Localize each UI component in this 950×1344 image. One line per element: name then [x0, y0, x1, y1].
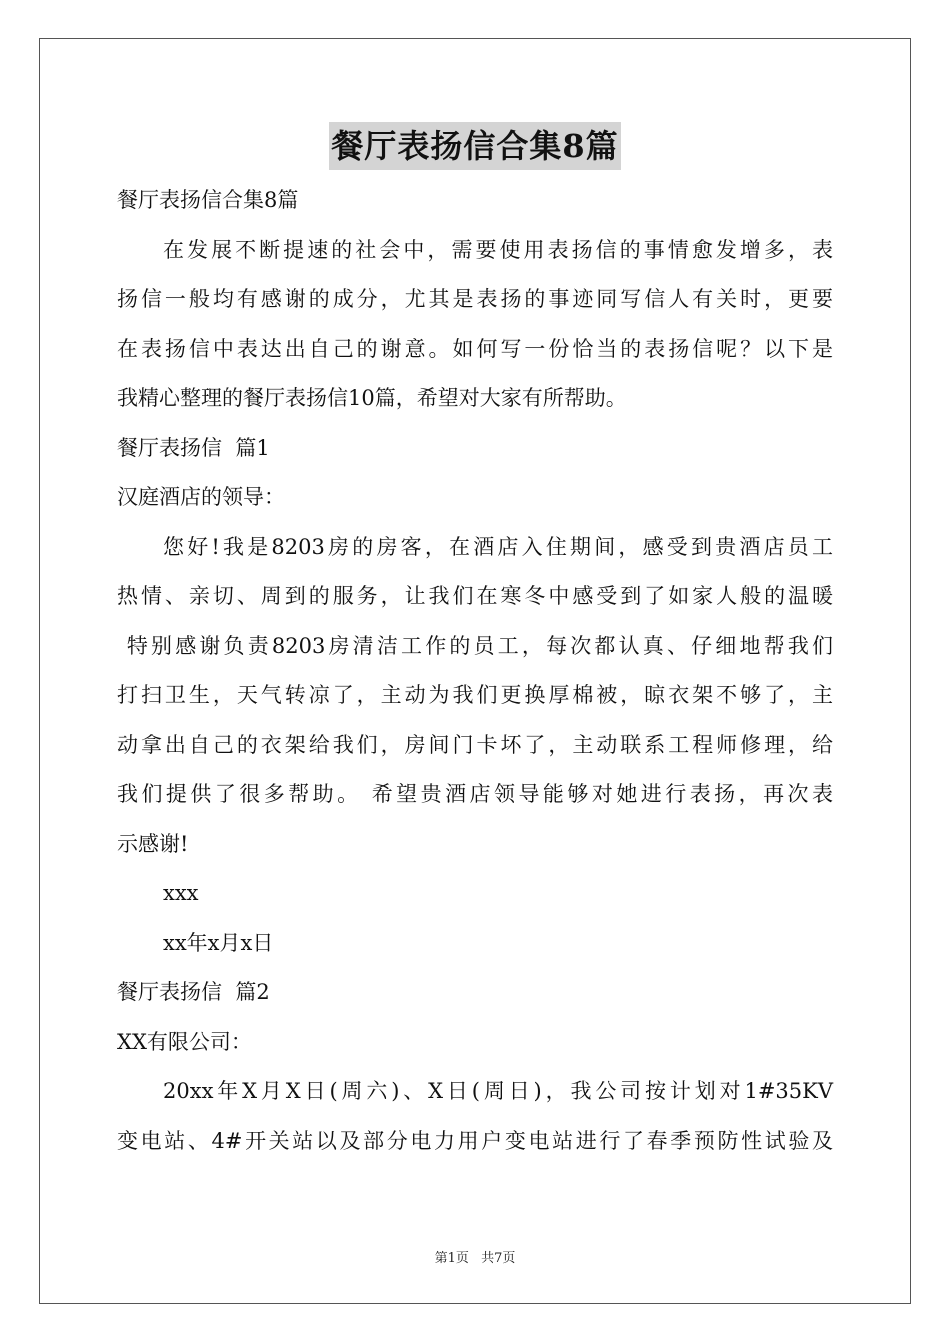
letter1-heading: 餐厅表扬信 篇1 [117, 435, 270, 460]
letter1-body-line: 打扫卫生，天气转凉了，主动为我们更换厚棉被，晾衣架不够了，主 [117, 683, 833, 707]
letter2-salutation: XX有限公司： [117, 1029, 252, 1054]
letter1-salutation: 汉庭酒店的领导： [117, 485, 285, 509]
intro-line: 扬信一般均有感谢的成分，尤其是表扬的事迹同写信人有关时，更要 [117, 287, 833, 311]
letter1-body-line: 热情、亲切、周到的服务，让我们在寒冬中感受到了如家人般的温暖 [117, 584, 833, 608]
letter1-body-line: 特别感谢负责8203房清洁工作的员工，每次都认真、仔细地帮我们 [117, 633, 833, 658]
page-number: 第1页 [434, 1251, 469, 1266]
letter1-body-line: 动拿出自己的衣架给我们，房间门卡坏了，主动联系工程师修理，给 [117, 732, 833, 757]
title-wrap [0, 122, 950, 170]
document-title: 餐厅表扬信合集8篇 [329, 122, 620, 170]
document-body [117, 176, 833, 1166]
page-total: 共7页 [481, 1251, 516, 1266]
letter1-signature: xxx [163, 881, 199, 905]
letter1-body-line: 我们提供了很多帮助。 希望贵酒店领导能够对她进行表扬，再次表 [117, 782, 833, 806]
document-subtitle: 餐厅表扬信合集8篇 [117, 188, 299, 212]
letter1-body-line: 示感谢! [117, 831, 189, 856]
letter2-body-line: 20xx年X月X日(周六)、X日(周日)，我公司按计划对1#35KV [163, 1079, 833, 1103]
page-footer [0, 1247, 950, 1266]
letter2-body-line: 变电站、4#开关站以及部分电力用户变电站进行了春季预防性试验及 [117, 1128, 833, 1153]
letter1-body-line: 您好!我是8203房的房客，在酒店入住期间，感受到贵酒店员工 [163, 534, 833, 559]
intro-line: 我精心整理的餐厅表扬信10篇，希望对大家有所帮助。 [117, 386, 627, 410]
intro-line: 在表扬信中表达出自己的谢意。如何写一份恰当的表扬信呢？以下是 [117, 336, 833, 361]
intro-line: 在发展不断提速的社会中，需要使用表扬信的事情愈发增多，表 [163, 237, 833, 262]
letter1-date: xx年x月x日 [163, 930, 274, 955]
letter2-heading: 餐厅表扬信 篇2 [117, 980, 270, 1004]
